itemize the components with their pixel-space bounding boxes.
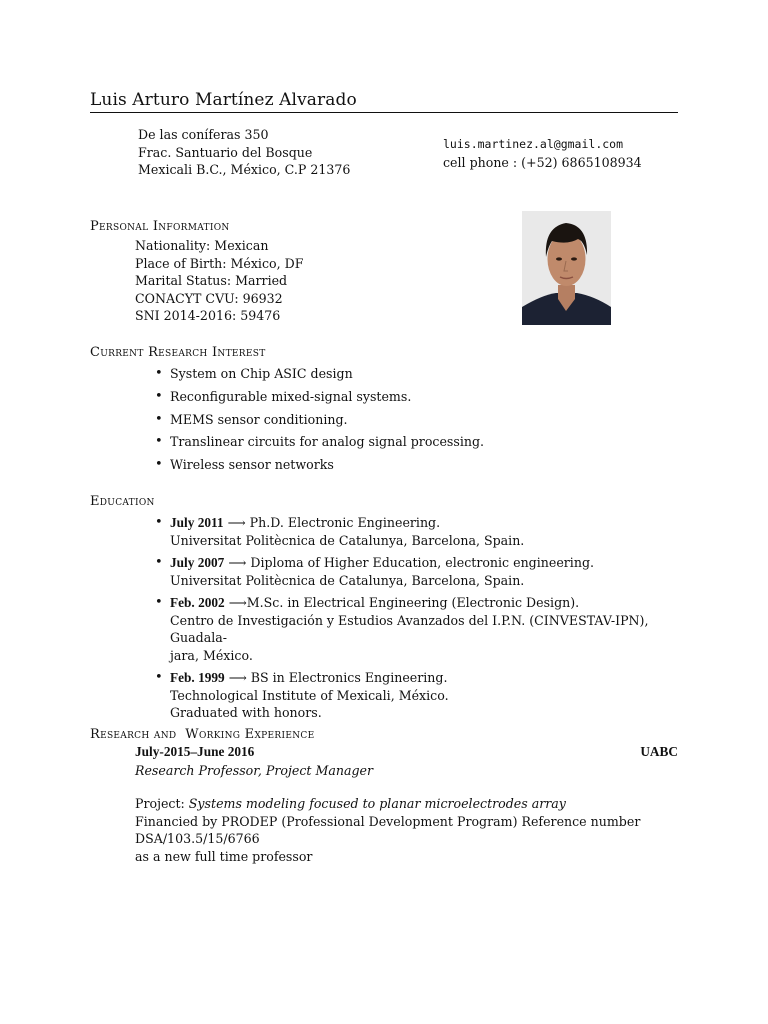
list-item: • Reconfigurable mixed-signal systems. <box>155 388 484 411</box>
education-degree: Ph.D. Electronic Engineering. <box>245 515 441 530</box>
education-detail: Centro de Investigación y Estudios Avanzados del I.P.N. (CINVESTAV-IPN), Guadala- <box>170 612 649 645</box>
project-title: Systems modeling focused to planar microelectrodes array <box>188 796 566 811</box>
education-detail: Universitat Politècnica de Catalunya, Barcelona, Spain. <box>170 572 525 588</box>
list-item: • Translinear circuits for analog signal processing. <box>155 433 484 456</box>
interest-list <box>155 365 484 479</box>
education-detail: Graduated with honors. <box>170 705 322 720</box>
experience-header <box>135 744 678 760</box>
postal-address <box>138 126 350 179</box>
contact-block <box>443 136 642 171</box>
section-heading-education: Education <box>90 494 155 509</box>
arrow-icon: ⟶ <box>228 595 247 610</box>
education-detail: Universitat Politècnica de Catalunya, Barcelona, Spain. <box>170 532 525 548</box>
phone-line <box>443 154 642 172</box>
portrait-photo <box>522 211 611 325</box>
section-heading-personal: Personal Information <box>90 219 230 234</box>
personal-info-list <box>135 237 303 325</box>
personal-info-line: CONACYT CVU: 96932 <box>135 290 283 306</box>
education-date: Feb. 2002 <box>170 595 225 610</box>
cv-name-heading: Luis Arturo Martínez Alvarado <box>90 90 678 113</box>
personal-info-line: Marital Status: Married <box>135 273 288 288</box>
phone-number: (+52) 6865108934 <box>521 154 642 170</box>
address-line-1: De las coníferas 350 <box>138 127 269 142</box>
education-date: July 2011 <box>170 515 224 530</box>
education-date: July 2007 <box>170 555 225 570</box>
experience-date: July-2015–June 2016 <box>135 744 255 759</box>
address-line-3: Mexicali B.C., México, C.P 21376 <box>138 162 351 177</box>
project-block <box>135 795 735 865</box>
arrow-icon: ⟶ <box>228 555 247 570</box>
list-item: • MEMS sensor conditioning. <box>155 411 484 434</box>
section-heading-experience: Research and Working Experience <box>90 727 315 742</box>
experience-role: Research Professor, Project Manager <box>135 763 373 778</box>
funding-line-1: Financied by PRODEP (Professional Development Program) Reference number DSA/103.5/15/6766 <box>135 813 641 846</box>
education-degree: Diploma of Higher Education, electronic engineering. <box>246 555 595 570</box>
arrow-icon: ⟶ <box>227 515 246 530</box>
education-degree: M.Sc. in Electrical Engineering (Electronic Design). <box>246 595 580 610</box>
list-item: • System on Chip ASIC design <box>155 365 484 388</box>
portrait-photo-icon <box>522 211 611 325</box>
education-degree: BS in Electronics Engineering. <box>246 670 448 685</box>
funding-line-2: as a new full time professor <box>135 848 313 864</box>
project-label: Project: <box>135 796 189 811</box>
address-line-2: Frac. Santuario del Bosque <box>138 144 313 160</box>
phone-label: cell phone : <box>443 154 522 170</box>
section-heading-interest: Current Research Interest <box>90 345 266 360</box>
email-link[interactable]: luis.martinez.al@gmail.com <box>443 137 624 151</box>
experience-org: UABC <box>640 744 678 759</box>
personal-info-line: SNI 2014-2016: 59476 <box>135 308 281 323</box>
personal-info-line: Place of Birth: México, DF <box>135 255 304 271</box>
education-item <box>155 594 695 664</box>
arrow-icon: ⟶ <box>228 670 247 685</box>
education-item <box>155 554 695 589</box>
education-date: Feb. 1999 <box>170 670 225 685</box>
education-list <box>155 514 695 727</box>
personal-info-line: Nationality: Mexican <box>135 238 269 253</box>
education-detail: jara, México. <box>170 647 253 663</box>
project-line <box>135 795 735 813</box>
education-item <box>155 514 695 549</box>
education-detail: Technological Institute of Mexicali, México. <box>170 687 449 703</box>
list-item: • Wireless sensor networks <box>155 456 484 479</box>
education-item <box>155 669 695 722</box>
